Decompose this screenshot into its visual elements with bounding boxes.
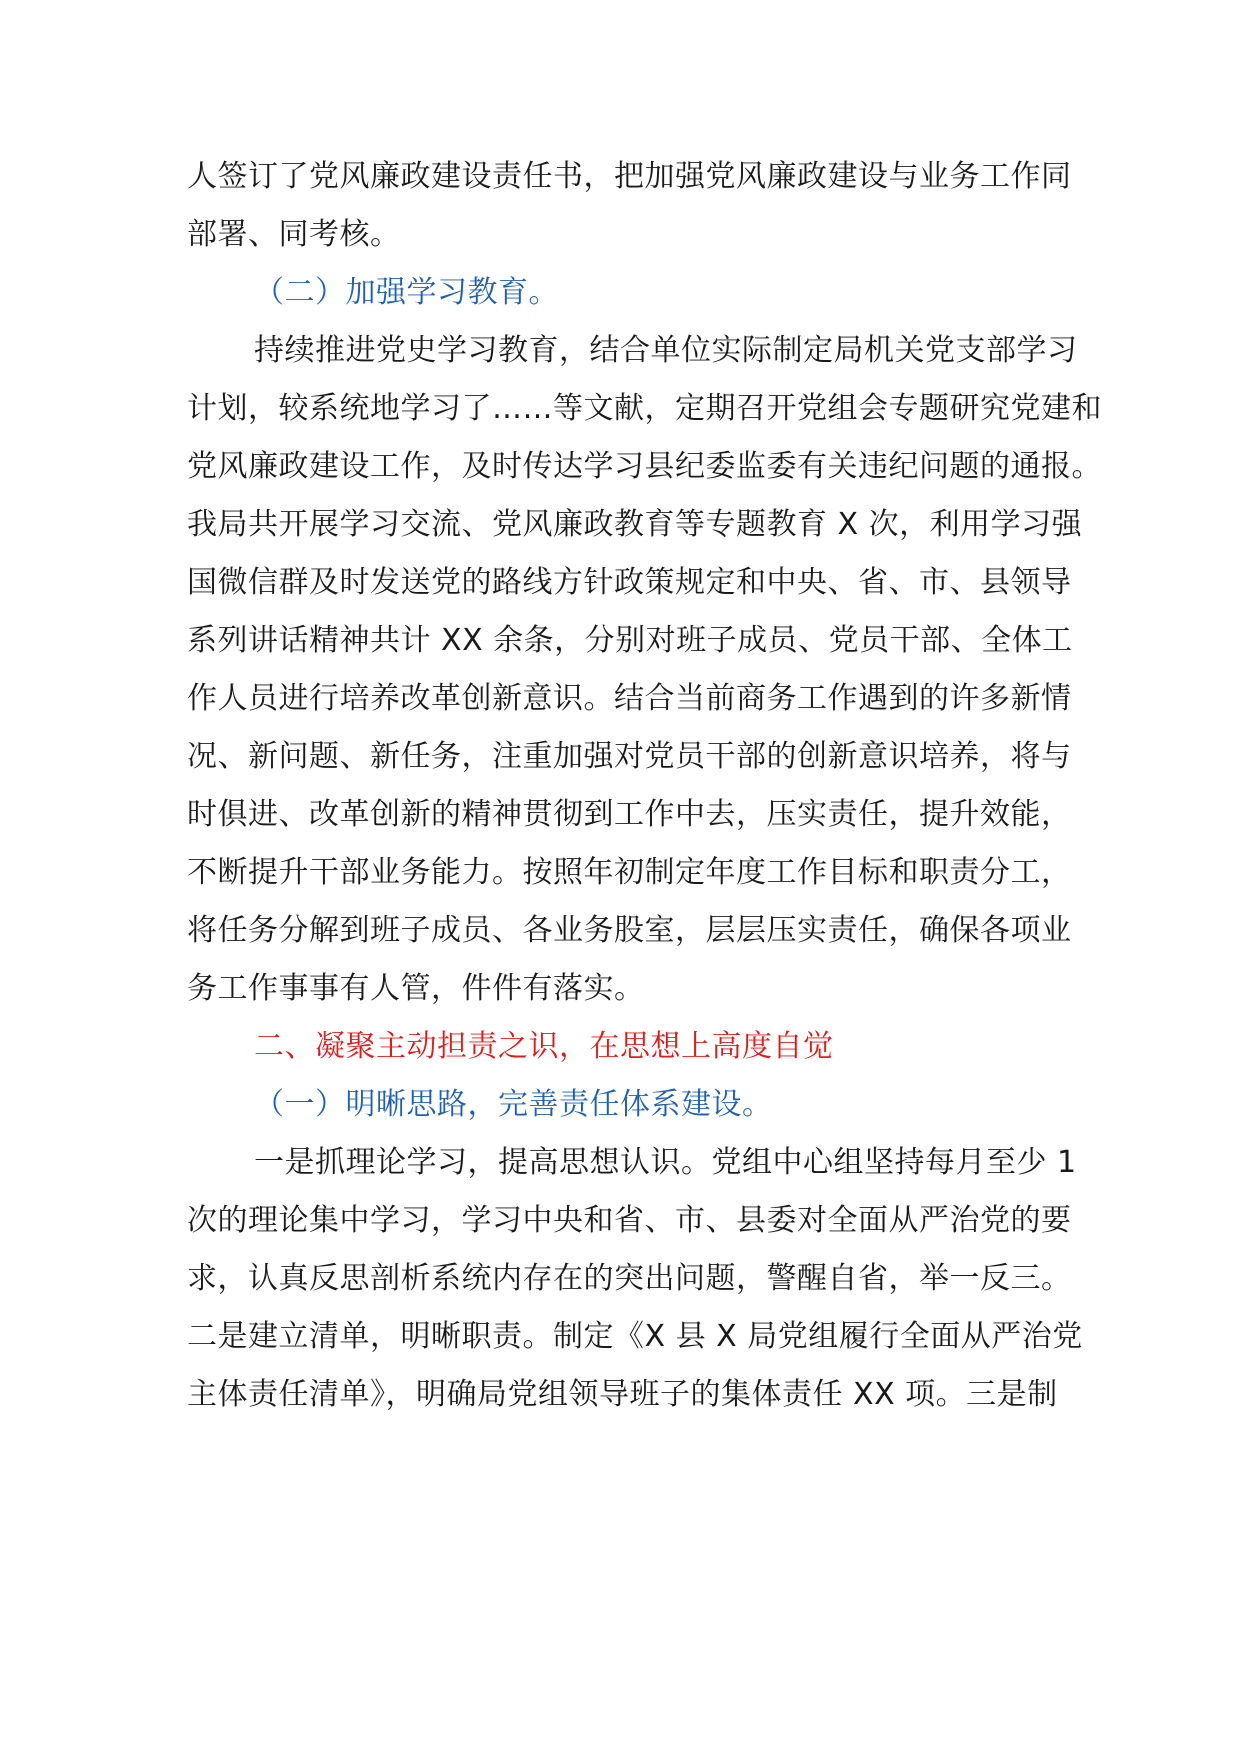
body-text-line: 求，认真反思剖析系统内存在的突出问题，警醒自省，举一反三。 xyxy=(187,1261,1072,1296)
body-text-line: 主体责任清单》，明确局党组领导班子的集体责任 XX 项。三是制 xyxy=(187,1377,1058,1412)
body-text-line: 况、新问题、新任务，注重加强对党员干部的创新意识培养，将与 xyxy=(187,739,1072,774)
body-text-line: 务工作事事有人管，件件有落实。 xyxy=(187,971,645,1006)
body-text-line: 系列讲话精神共计 XX 余条，分别对班子成员、党员干部、全体工 xyxy=(187,623,1073,658)
body-text-line: 一是抓理论学习，提高思想认识。党组中心组坚持每月至少 1 xyxy=(254,1145,1077,1180)
section-heading: 二、凝聚主动担责之识，在思想上高度自觉 xyxy=(254,1029,834,1064)
body-text-line: 二是建立清单，明晰职责。制定《X 县 X 局党组履行全面从严治党 xyxy=(187,1319,1083,1354)
body-text-line: 国微信群及时发送党的路线方针政策规定和中央、省、市、县领导 xyxy=(187,565,1072,600)
body-text-line: 人签订了党风廉政建设责任书，把加强党风廉政建设与业务工作同 xyxy=(187,159,1072,194)
body-text-line: 时俱进、改革创新的精神贯彻到工作中去，压实责任，提升效能， xyxy=(187,797,1072,832)
body-text-line: 党风廉政建设工作，及时传达学习县纪委监委有关违纪问题的通报。 xyxy=(187,449,1102,484)
body-text-line: 我局共开展学习交流、党风廉政教育等专题教育 X 次，利用学习强 xyxy=(187,507,1083,542)
body-text-line: 将任务分解到班子成员、各业务股室，层层压实责任，确保各项业 xyxy=(187,913,1072,948)
body-text-line: 不断提升干部业务能力。按照年初制定年度工作目标和职责分工， xyxy=(187,855,1072,890)
section-subheading: （二）加强学习教育。 xyxy=(254,275,559,310)
body-text-line: 计划，较系统地学习了……等文献，定期召开党组会专题研究党建和 xyxy=(187,391,1102,426)
body-text-line: 作人员进行培养改革创新意识。结合当前商务工作遇到的许多新情 xyxy=(187,681,1072,716)
body-text-line: 次的理论集中学习，学习中央和省、市、县委对全面从严治党的要 xyxy=(187,1203,1072,1238)
body-text-line: 持续推进党史学习教育，结合单位实际制定局机关党支部学习 xyxy=(254,333,1078,368)
section-subheading: （一）明晰思路，完善责任体系建设。 xyxy=(254,1087,773,1122)
body-text-line: 部署、同考核。 xyxy=(187,217,401,252)
